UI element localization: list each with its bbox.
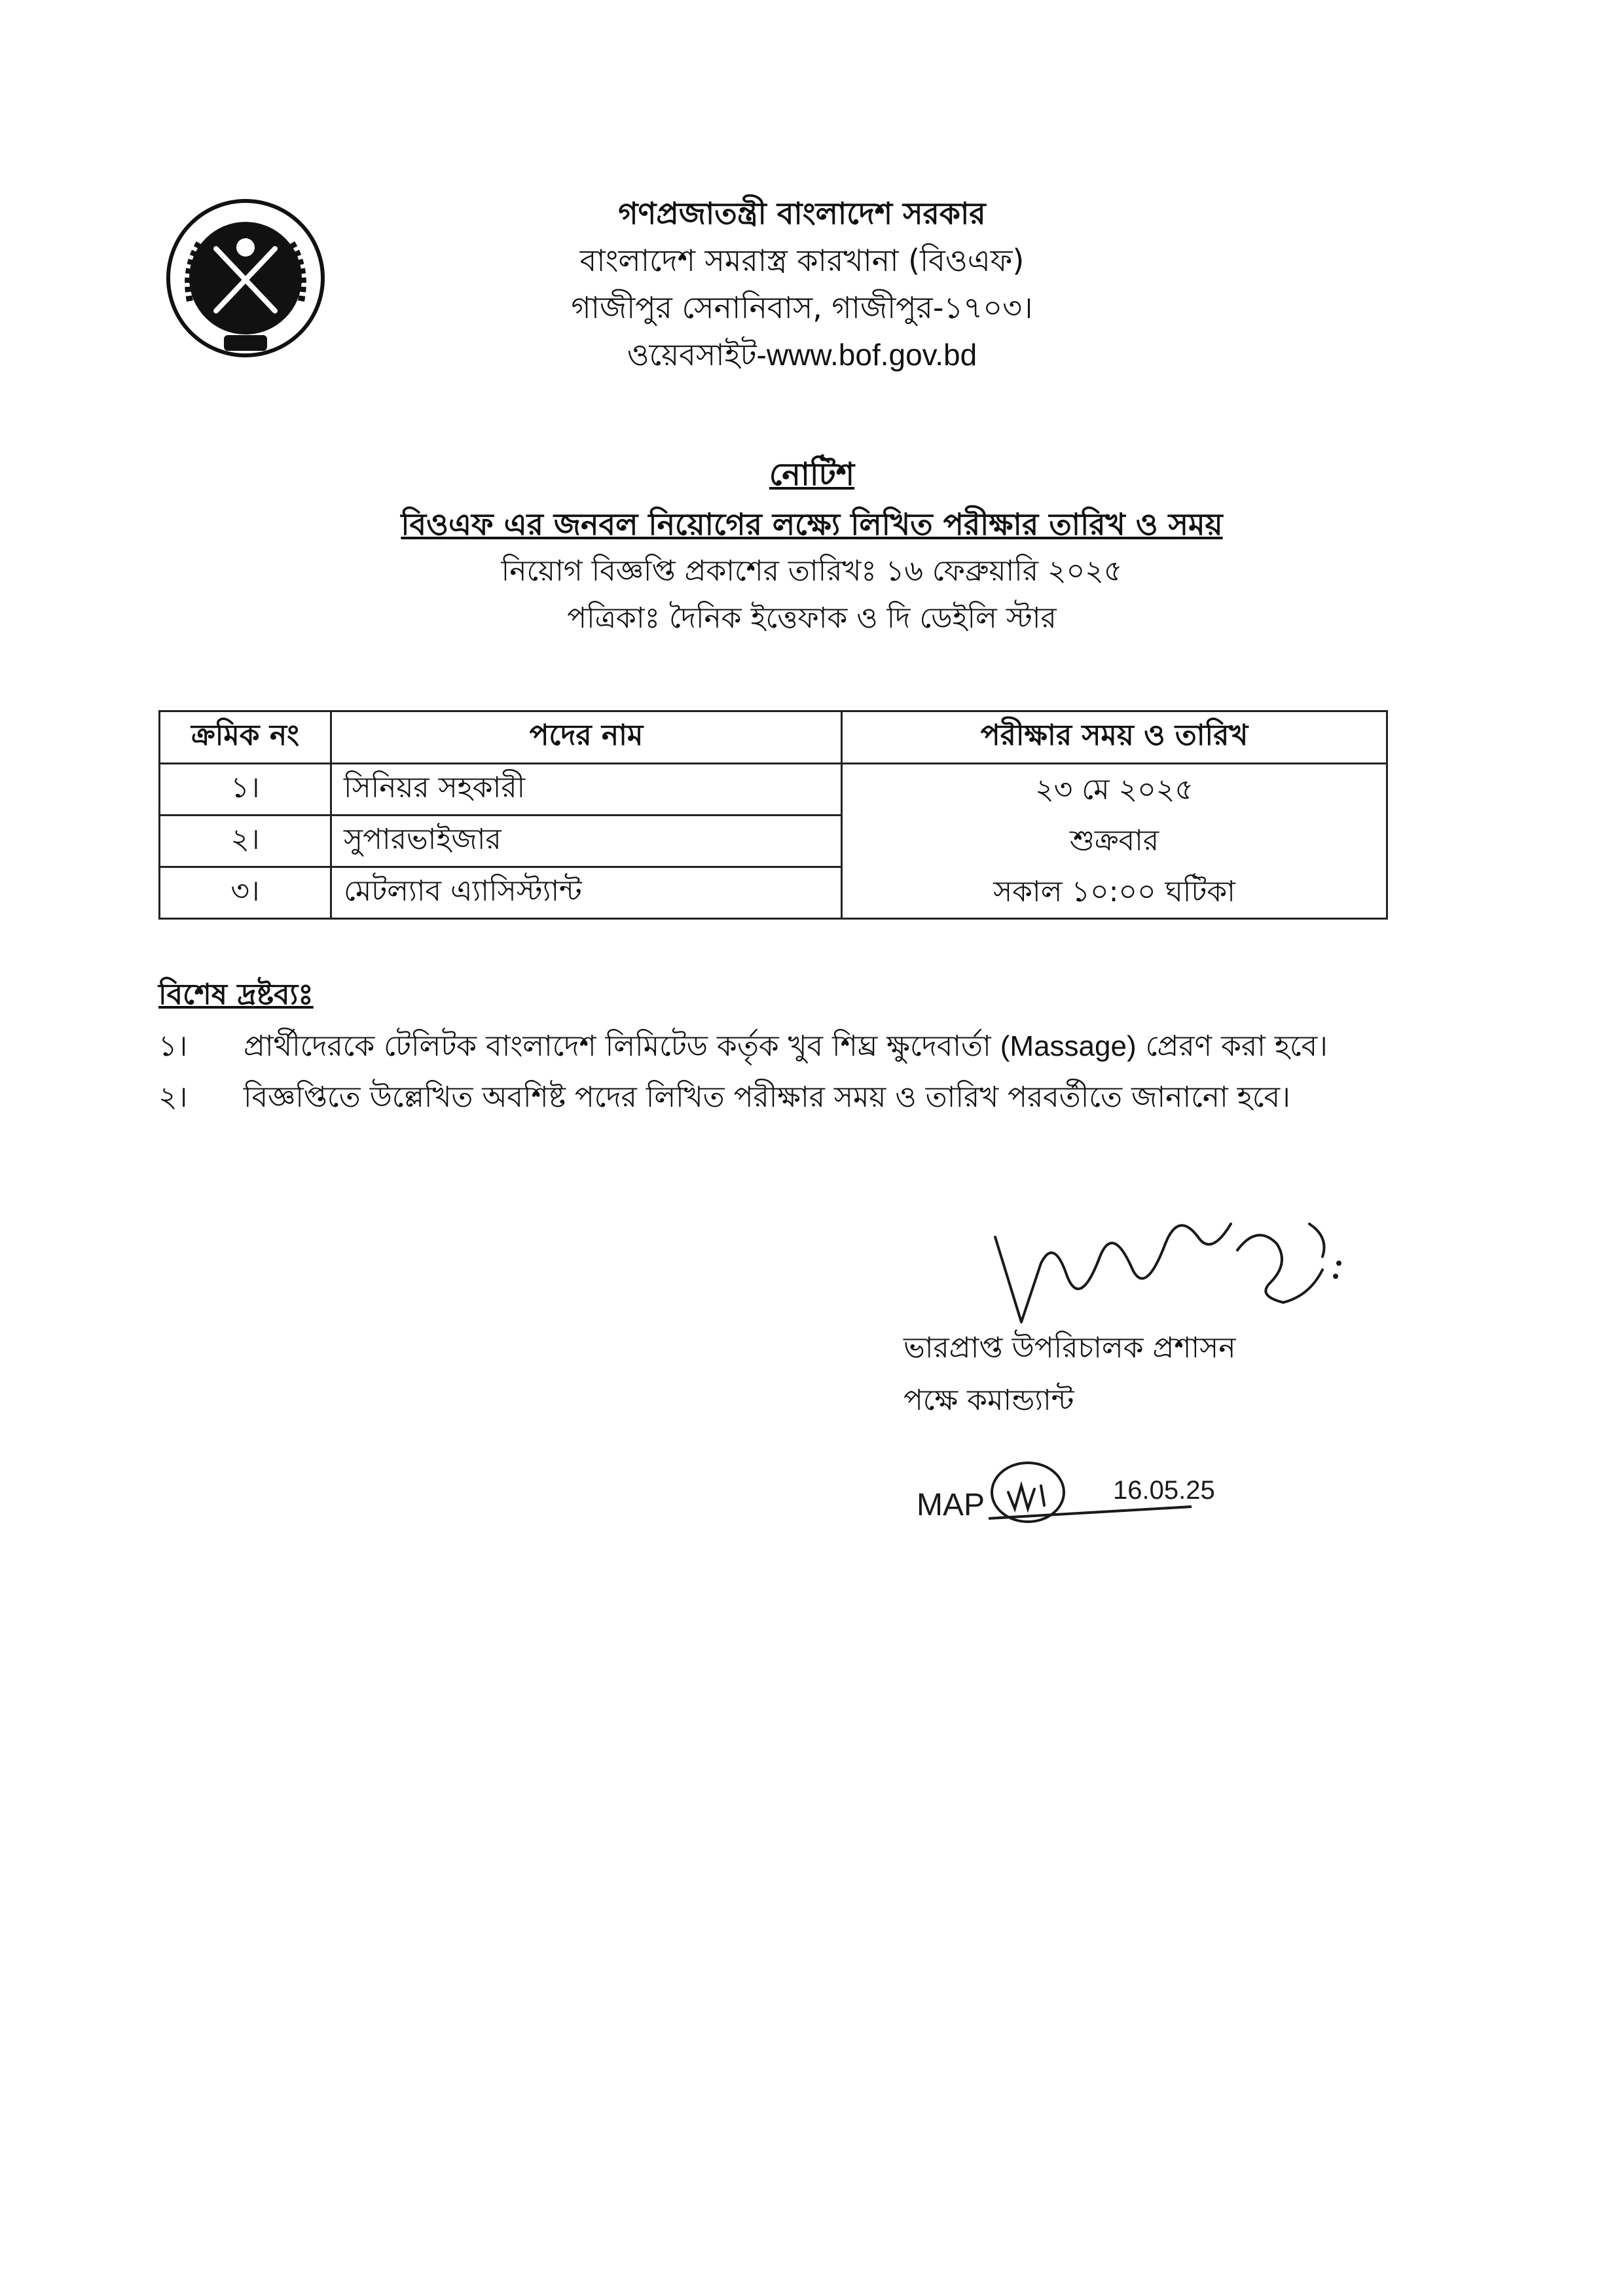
exam-schedule-table	[158, 710, 1388, 920]
handwritten-signature	[982, 1198, 1349, 1329]
newspaper-names: পত্রিকাঃ দৈনিক ইত্তেফাক ও দি ডেইলি স্টার	[567, 601, 1057, 635]
organization-address: গাজীপুর সেনানিবাস, গাজীপুর-১৭০৩।	[571, 290, 1033, 325]
handwritten-initials	[917, 1453, 1283, 1538]
header-serial: ক্রমিক নং	[160, 711, 331, 764]
row-post: সুপারভাইজার	[331, 816, 842, 867]
initials-text: MAP	[917, 1488, 985, 1522]
row-post: মেটল্যাব এ্যাসিস্ট্যান্ট	[331, 867, 842, 919]
note-number: ২।	[158, 1081, 188, 1114]
note-number: ১।	[158, 1030, 188, 1063]
header-exam-time: পরীক্ষার সময় ও তারিখ	[842, 711, 1387, 764]
special-notes	[158, 969, 1389, 1123]
notice-title: নোটিশ	[769, 456, 855, 493]
note-item	[158, 1021, 1389, 1072]
initials-date: 16.05.25	[1113, 1476, 1215, 1505]
organization-website: ওয়েবসাইট-www.bof.gov.bd	[627, 338, 977, 372]
row-serial: ২।	[160, 816, 331, 867]
notice-heading	[157, 448, 1467, 642]
note-text-latin: (Massage)	[1000, 1030, 1137, 1062]
signature-block	[903, 1198, 1362, 1538]
note-text: বিজ্ঞপ্তিতে উল্লেখিত অবশিষ্ট পদের লিখিত পরীক্ষার সময় ও তারিখ পরবর্তীতে জানানো হবে।	[244, 1081, 1290, 1114]
exam-time: সকাল ১০:০০ ঘটিকা	[993, 875, 1235, 908]
notes-title: বিশেষ দ্রষ্টব্যঃ	[158, 978, 314, 1011]
table-header-row	[160, 711, 1387, 764]
note-text: প্রার্থীদেরকে টেলিটক বাংলাদেশ লিমিটেড কর্তৃক খুব শিঘ্র ক্ষুদেবার্তা	[244, 1030, 991, 1063]
bof-emblem-icon	[164, 196, 327, 360]
exam-date: ২৩ মে ২০২৫	[1035, 773, 1194, 806]
signatory-designation	[903, 1322, 1235, 1427]
government-header	[458, 190, 1146, 378]
government-name: গণপ্রজাতন্ত্রী বাংলাদেশ সরকার	[618, 196, 986, 231]
row-post: সিনিয়র সহকারী	[331, 764, 842, 816]
exam-time-cell	[842, 764, 1387, 919]
header-post: পদের নাম	[331, 711, 842, 764]
designation-line-2: পক্ষে কমান্ড্যান্ট	[903, 1384, 1074, 1417]
row-serial: ১।	[160, 764, 331, 816]
exam-day: শুক্রবার	[1069, 824, 1159, 857]
notice-subject: বিওএফ এর জনবল নিয়োগের লক্ষ্যে লিখিত পরীক্ষার তারিখ ও সময়	[401, 507, 1223, 542]
row-serial: ৩।	[160, 867, 331, 919]
publish-date: নিয়োগ বিজ্ঞপ্তি প্রকাশের তারিখঃ ১৬ ফেব্রুয়ারি ২০২৫	[501, 554, 1123, 588]
designation-line-1: ভারপ্রাপ্ত উপরিচালক প্রশাসন	[903, 1331, 1236, 1365]
table-row	[160, 764, 1387, 816]
organization-name: বাংলাদেশ সমরাস্ত্র কারখানা (বিওএফ)	[579, 243, 1025, 278]
note-text-end: প্রেরণ করা হবে।	[1145, 1030, 1328, 1063]
note-item	[158, 1072, 1389, 1123]
